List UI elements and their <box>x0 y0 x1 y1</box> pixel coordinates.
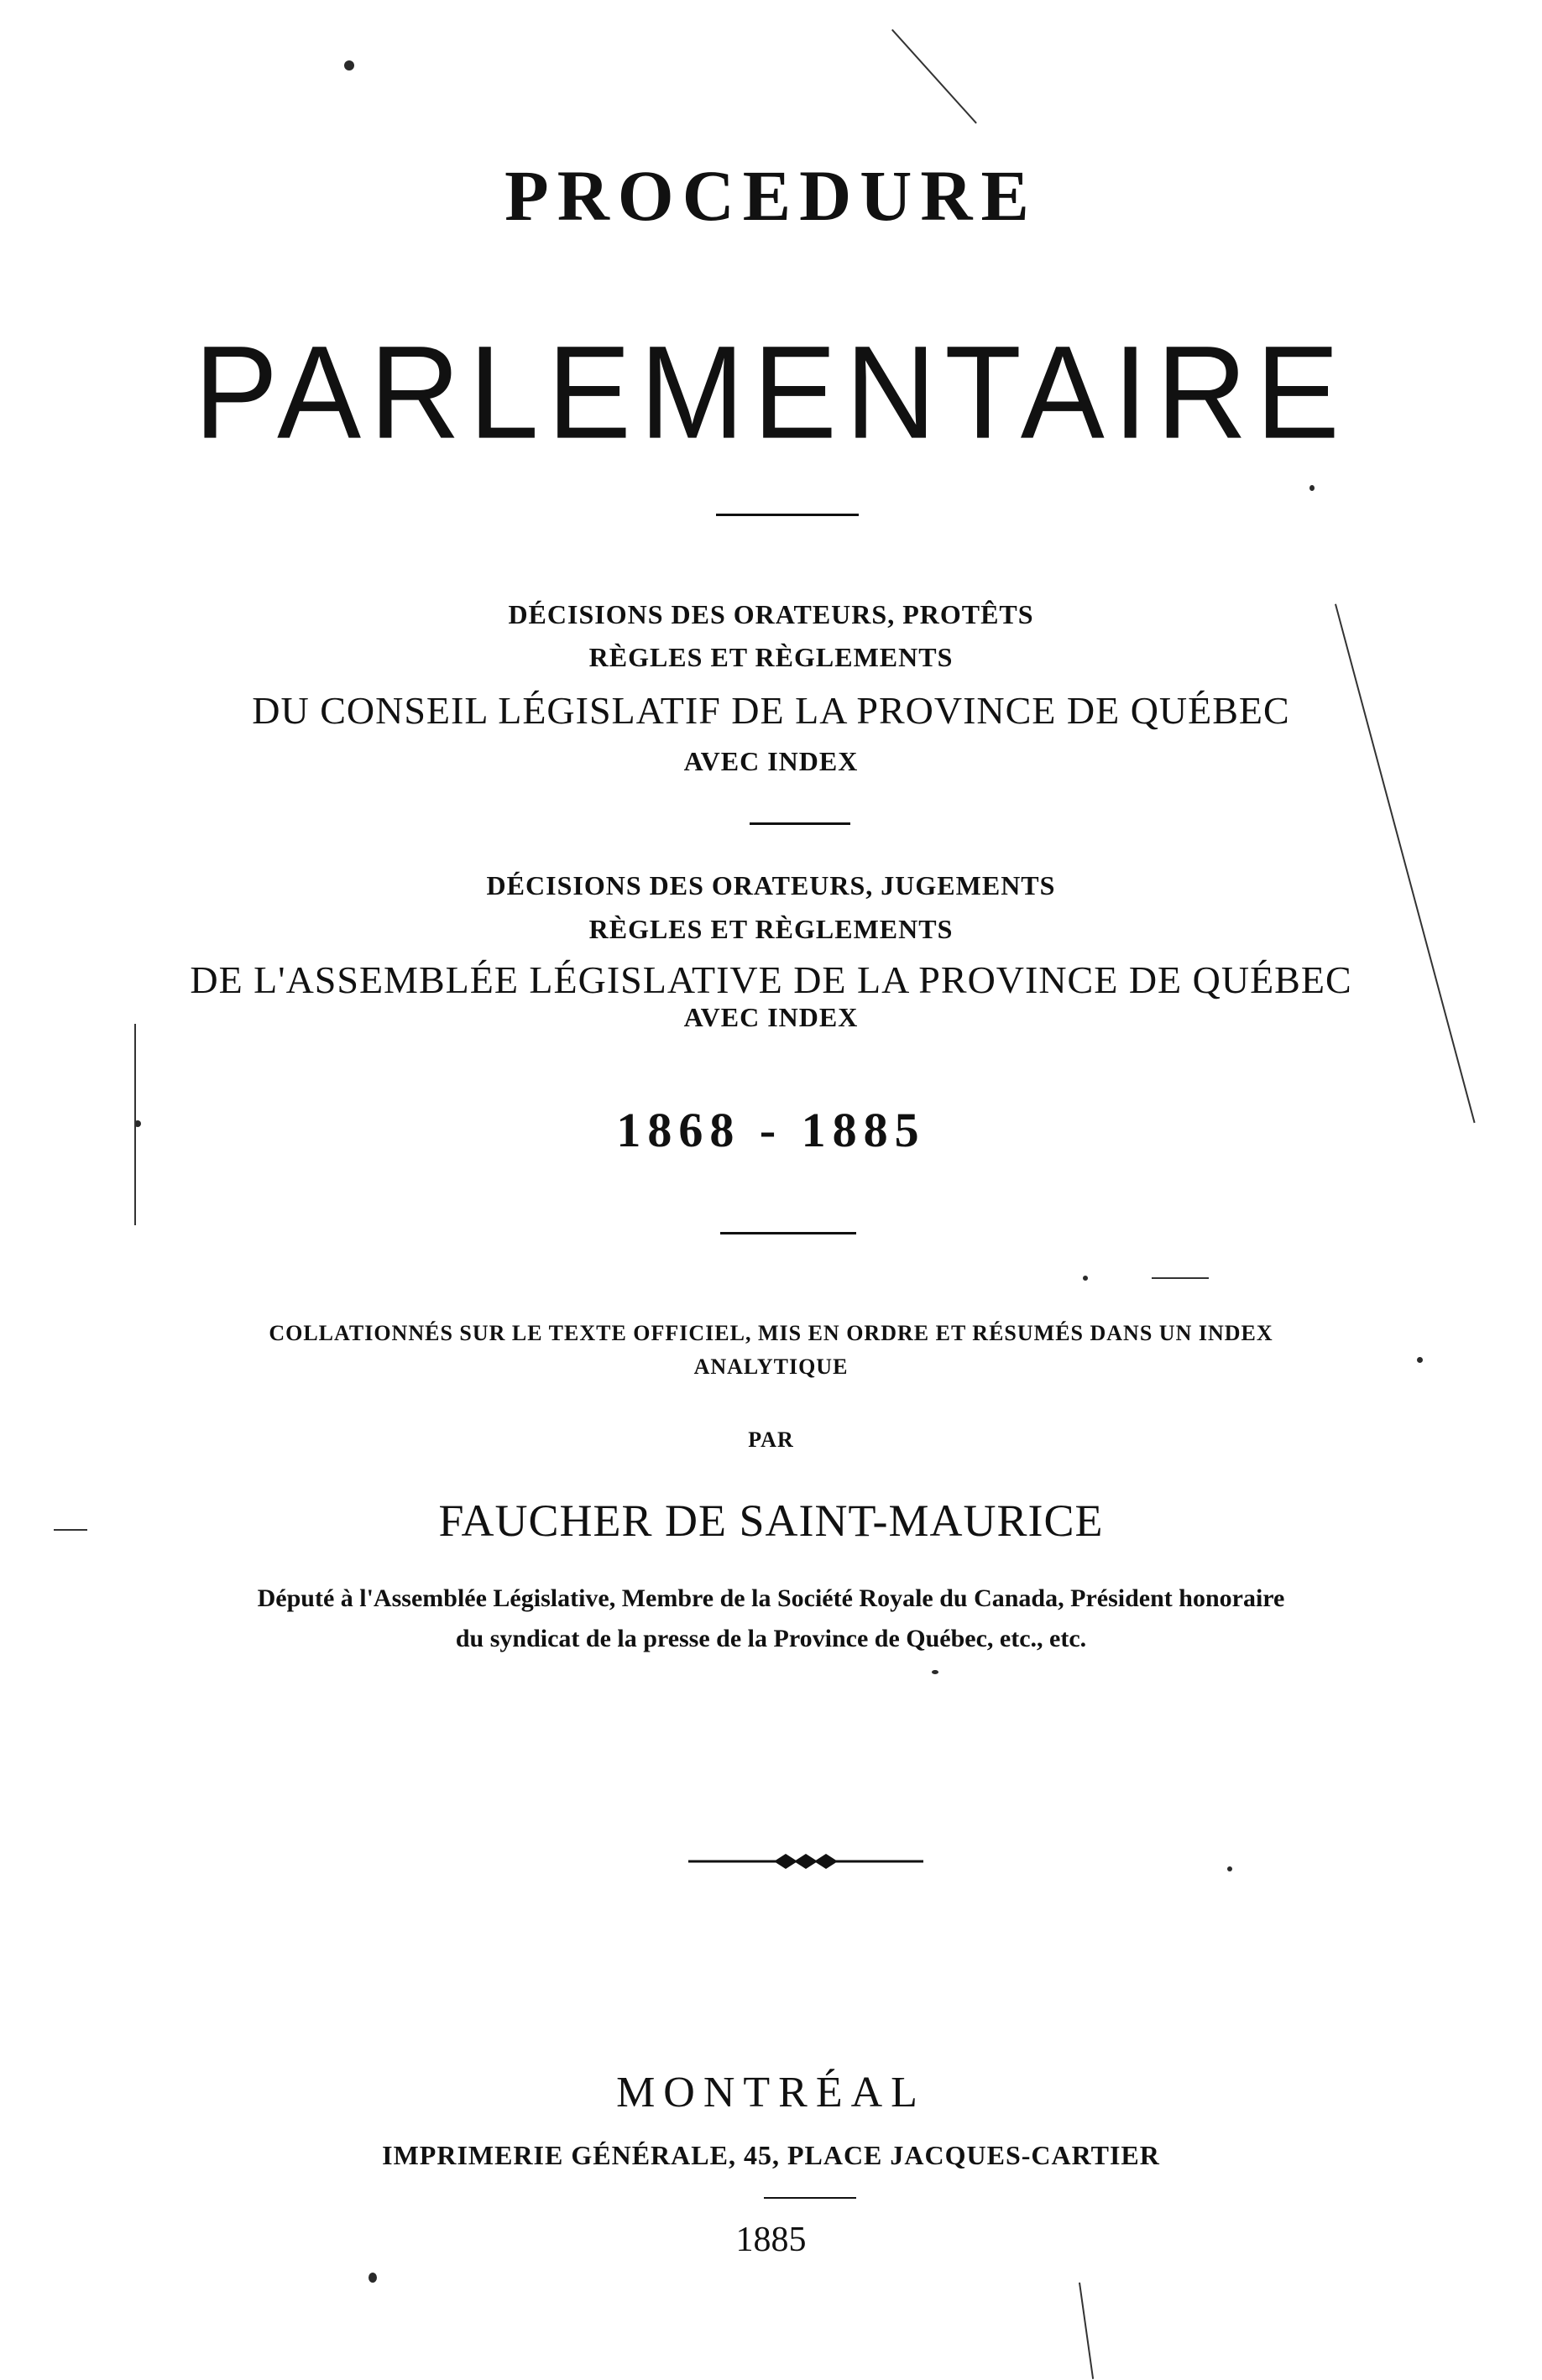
title-line-procedure: PROCEDURE <box>504 155 1038 236</box>
divider-rule <box>716 514 859 516</box>
scan-speck <box>1309 485 1315 491</box>
title-line-parlementaire: PARLEMENTAIRE <box>194 317 1348 467</box>
scan-scratch <box>54 1529 87 1531</box>
scan-scratch <box>1152 1277 1209 1279</box>
council-line-2: RÈGLES ET RÈGLEMENTS <box>588 642 954 672</box>
assembly-line-1: DÉCISIONS DES ORATEURS, JUGEMENTS <box>486 870 1056 900</box>
scan-speck <box>369 2273 377 2283</box>
printer-address: IMPRIMERIE GÉNÉRALE, 45, PLACE JACQUES-CARTIER <box>382 2140 1160 2170</box>
council-line-3: DU CONSEIL LÉGISLATIF DE LA PROVINCE DE QUÉBEC <box>252 689 1290 732</box>
scan-speck <box>344 60 354 70</box>
assembly-line-2: RÈGLES ET RÈGLEMENTS <box>588 914 954 944</box>
divider-rule <box>750 822 850 825</box>
scan-scratch <box>134 1024 136 1225</box>
scan-speck <box>1417 1357 1423 1363</box>
by-label: PAR <box>748 1427 794 1452</box>
divider-rule <box>764 2197 856 2199</box>
scan-scratch <box>1079 2283 1094 2379</box>
scan-speck <box>1083 1276 1088 1281</box>
assembly-line-3: DE L'ASSEMBLÉE LÉGISLATIVE DE LA PROVINCE DE QUÉBEC <box>190 958 1352 1001</box>
council-line-1: DÉCISIONS DES ORATEURS, PROTÊTS <box>508 599 1034 629</box>
diamond-ornament-divider <box>688 1851 923 1871</box>
author-description-line-1: Député à l'Assemblée Législative, Membre de la Société Royale du Canada, Président honoraire <box>257 1584 1285 1612</box>
collation-line-2: ANALYTIQUE <box>693 1354 849 1379</box>
year-range: 1868 - 1885 <box>616 1103 926 1157</box>
scan-speck <box>932 1670 938 1674</box>
scan-scratch <box>1335 603 1476 1123</box>
divider-rule <box>720 1232 856 1234</box>
city-name: MONTRÉAL <box>616 2069 926 2116</box>
collation-line-1: COLLATIONNÉS SUR LE TEXTE OFFICIEL, MIS EN ORDRE ET RÉSUMÉS DANS UN INDEX <box>269 1321 1273 1345</box>
author-description-line-2: du syndicat de la presse de la Province de Québec, etc., etc. <box>455 1625 1087 1652</box>
council-line-4: AVEC INDEX <box>683 746 859 776</box>
author-name: FAUCHER DE SAINT-MAURICE <box>438 1495 1104 1546</box>
publication-year: 1885 <box>735 2221 807 2259</box>
scan-speck <box>1227 1866 1232 1871</box>
assembly-line-4: AVEC INDEX <box>683 1002 859 1032</box>
scan-scratch <box>891 29 977 124</box>
